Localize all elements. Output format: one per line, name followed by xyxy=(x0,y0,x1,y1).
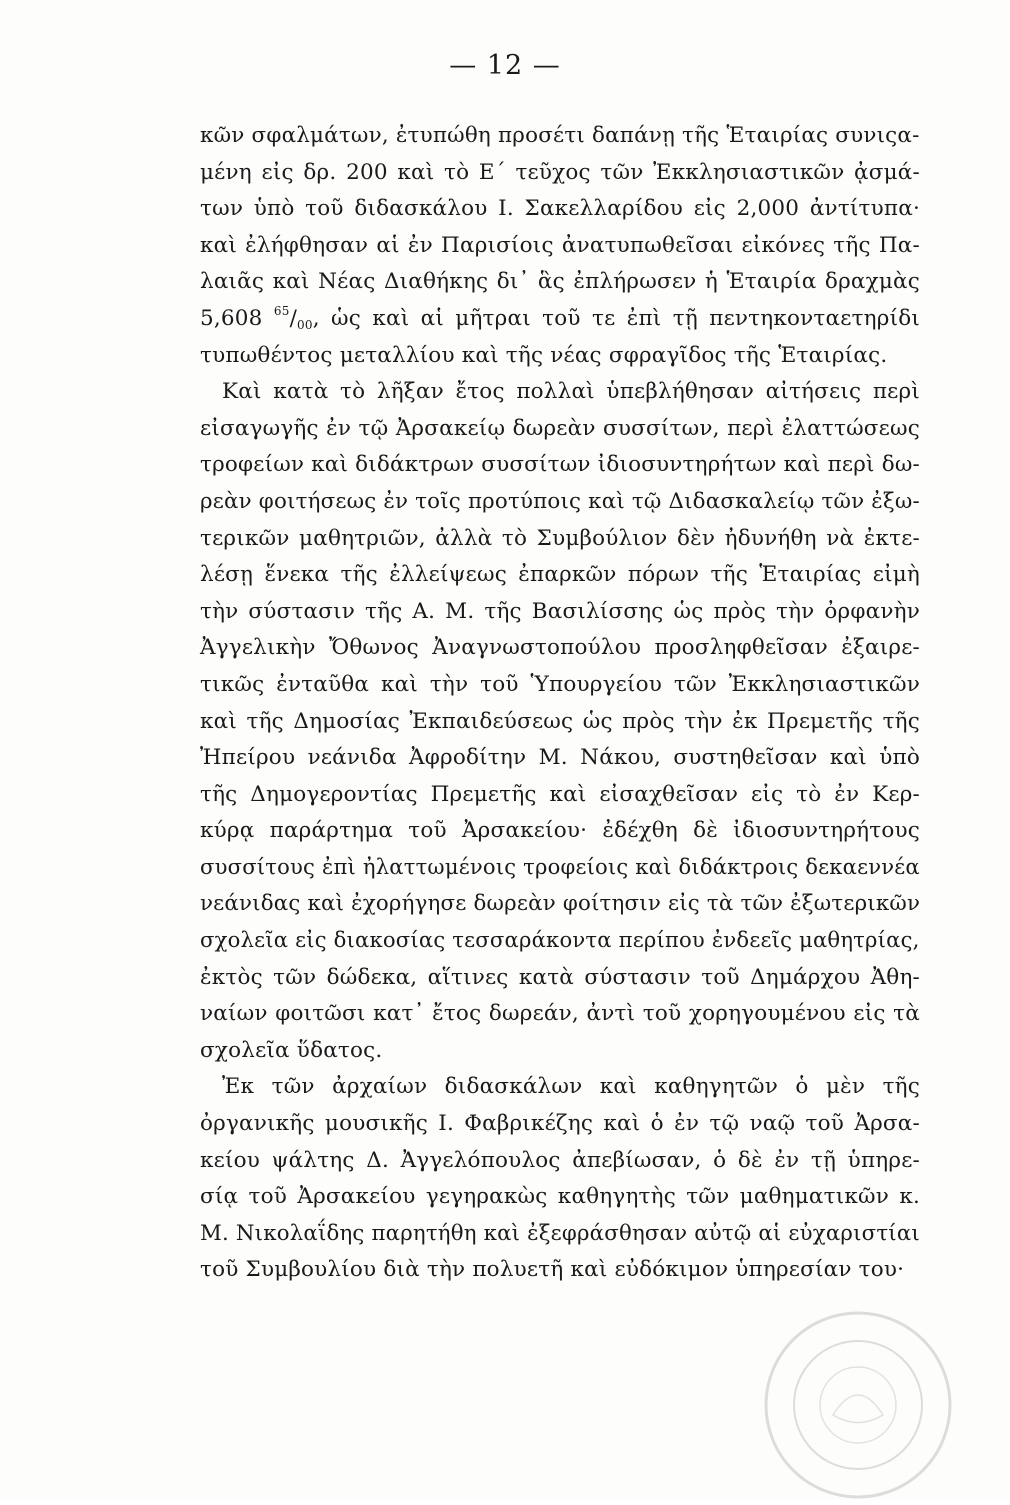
text-line: Καὶ κατὰ τὸ λῆξαν ἔτος πολλαὶ ὑπεβλήθησαν αἰτήσεις περὶ xyxy=(222,379,920,405)
text-line: λαιᾶς καὶ Νέας Διαθήκης δι᾽ ἃς ἐπλήρωσεν ἡ Ἑταιρία δραχμὰς xyxy=(200,269,920,295)
text-line: τερικῶν μαθητριῶν, ἀλλὰ τὸ Συμβούλιον δὲν ἠδυνήθη νὰ ἐκτε- xyxy=(200,525,920,551)
text-line: ἐκτὸς τῶν δώδεκα, αἵτινες κατὰ σύστασιν τοῦ Δημάρχου Ἀθη- xyxy=(200,964,920,990)
text-line: κείου ψάλτης Δ. Ἀγγελόπουλος ἀπεβίωσαν, ὁ δὲ ἐν τῇ ὑπηρε- xyxy=(200,1147,920,1173)
text-line: τυπωθέντος μεταλλίου καὶ τῆς νέας σφραγῖδος τῆς Ἑταιρίας. xyxy=(200,342,888,368)
text-line: καὶ ἐλήφθησαν αἱ ἐν Παρισίοις ἀνατυπωθεῖσαι εἰκόνες τῆς Πα- xyxy=(200,232,920,258)
text-line: Ἀγγελικὴν Ὄθωνος Ἀναγνωστοπούλου προσληφθεῖσαν ἐξαιρε- xyxy=(200,635,920,661)
text-line: των ὑπὸ τοῦ διδασκάλου Ι. Σακελλαρίδου εἰς 2,000 ἀντίτυπα· xyxy=(200,196,920,222)
text-line: ὀργανικῆς μουσικῆς Ι. Φαβρικέζης καὶ ὁ ἐν τῷ ναῷ τοῦ Ἀρσα- xyxy=(200,1111,920,1137)
text-line: νεάνιδας καὶ ἐχορήγησε δωρεὰν φοίτησιν εἰς τὰ τῶν ἐξωτερικῶν xyxy=(200,891,921,917)
text-line: μένη εἰς δρ. 200 καὶ τὸ Ε΄ τεῦχος τῶν Ἐκκλησιαστικῶν ᾀσμά- xyxy=(200,159,920,185)
text-line: εἰσαγωγῆς ἐν τῷ Ἀρσακείῳ δωρεὰν συσσίτων, περὶ ἐλαττώσεως xyxy=(200,415,920,441)
text-line: συσσίτους ἐπὶ ἠλαττωμένοις τροφείοις καὶ διδάκτροις δεκαεννέα xyxy=(200,854,920,880)
text-line: τροφείων καὶ διδάκτρων συσσίτων ἰδιοσυντηρήτων καὶ περὶ δω- xyxy=(200,452,920,478)
library-stamp xyxy=(758,1305,958,1505)
text-line: σίᾳ τοῦ Ἀρσακείου γεγηρακὼς καθηγητὴς τῶν μαθηματικῶν κ. xyxy=(200,1184,920,1210)
text-line: σχολεῖα εἰς διακοσίας τεσσαράκοντα περίπου ἐνδεεῖς μαθητρίας, xyxy=(200,928,920,954)
text-line: ναίων φοιτῶσι κατ᾽ ἔτος δωρεάν, ἀντὶ τοῦ χορηγουμένου εἰς τὰ xyxy=(200,1001,920,1027)
fraction-denominator: 00 xyxy=(297,317,313,332)
page-number: — 12 — xyxy=(449,50,561,81)
amount: 5,608 xyxy=(200,305,263,331)
line-rest: , ὡς καὶ αἱ μῆτραι τοῦ τε ἐπὶ τῇ πεντηκονταετηρίδι xyxy=(312,305,920,331)
text-line: τὴν σύστασιν τῆς Α. Μ. τῆς Βασιλίσσης ὡς πρὸς τὴν ὀρφανὴν xyxy=(200,598,920,624)
text-line: σχολεῖα ὕδατος. xyxy=(200,1037,383,1063)
text-line: κύρᾳ παράρτημα τοῦ Ἀρσακείου· ἐδέχθη δὲ ἰδιοσυντηρήτους xyxy=(200,818,920,844)
text-line: Μ. Νικολαΐδης παρητήθη καὶ ἐξεφράσθησαν αὐτῷ αἱ εὐχαριστίαι xyxy=(200,1220,920,1246)
text-line: τῆς Δημογεροντίας Πρεμετῆς καὶ εἰσαχθεῖσαν εἰς τὸ ἐν Κερ- xyxy=(200,781,920,807)
text-line: κῶν σφαλμάτων, ἐτυπώθη προσέτι δαπάνῃ τῆς Ἑταιρίας συνιςα- xyxy=(200,123,920,148)
text-line: τικῶς ἐνταῦθα καὶ τὴν τοῦ Ὑπουργείου τῶν Ἐκκλησιαστικῶν xyxy=(200,671,920,697)
text-line: τοῦ Συμβουλίου διὰ τὴν πολυετῆ καὶ εὐδόκιμον ὑπηρεσίαν του· xyxy=(200,1257,905,1283)
text-line: Ἐκ τῶν ἀρχαίων διδασκάλων καὶ καθηγητῶν ὁ μὲν τῆς xyxy=(222,1074,920,1100)
text-line: ρεὰν φοιτήσεως ἐν τοῖς προτύποις καὶ τῷ Διδασκαλείῳ τῶν ἐξω- xyxy=(200,488,920,514)
text-line: λέσῃ ἕνεκα τῆς ἐλλείψεως ἐπαρκῶν πόρων τῆς Ἑταιρίας εἰμὴ xyxy=(200,562,920,588)
text-line: Ἠπείρου νεάνιδα Ἀφροδίτην Μ. Νάκου, συστηθεῖσαν καὶ ὑπὸ xyxy=(200,745,920,771)
fraction-numerator: 65 xyxy=(273,303,290,318)
text-line: 5,608 $^{65}/_{00}$, ὡς καὶ αἱ μῆτραι τοῦ τε ἐπὶ τῇ πεντηκονταετηρίδι xyxy=(200,303,920,332)
body-text xyxy=(200,118,920,1289)
text-line: καὶ τῆς Δημοσίας Ἐκπαιδεύσεως ὡς πρὸς τὴν ἐκ Πρεμετῆς τῆς xyxy=(200,708,920,734)
